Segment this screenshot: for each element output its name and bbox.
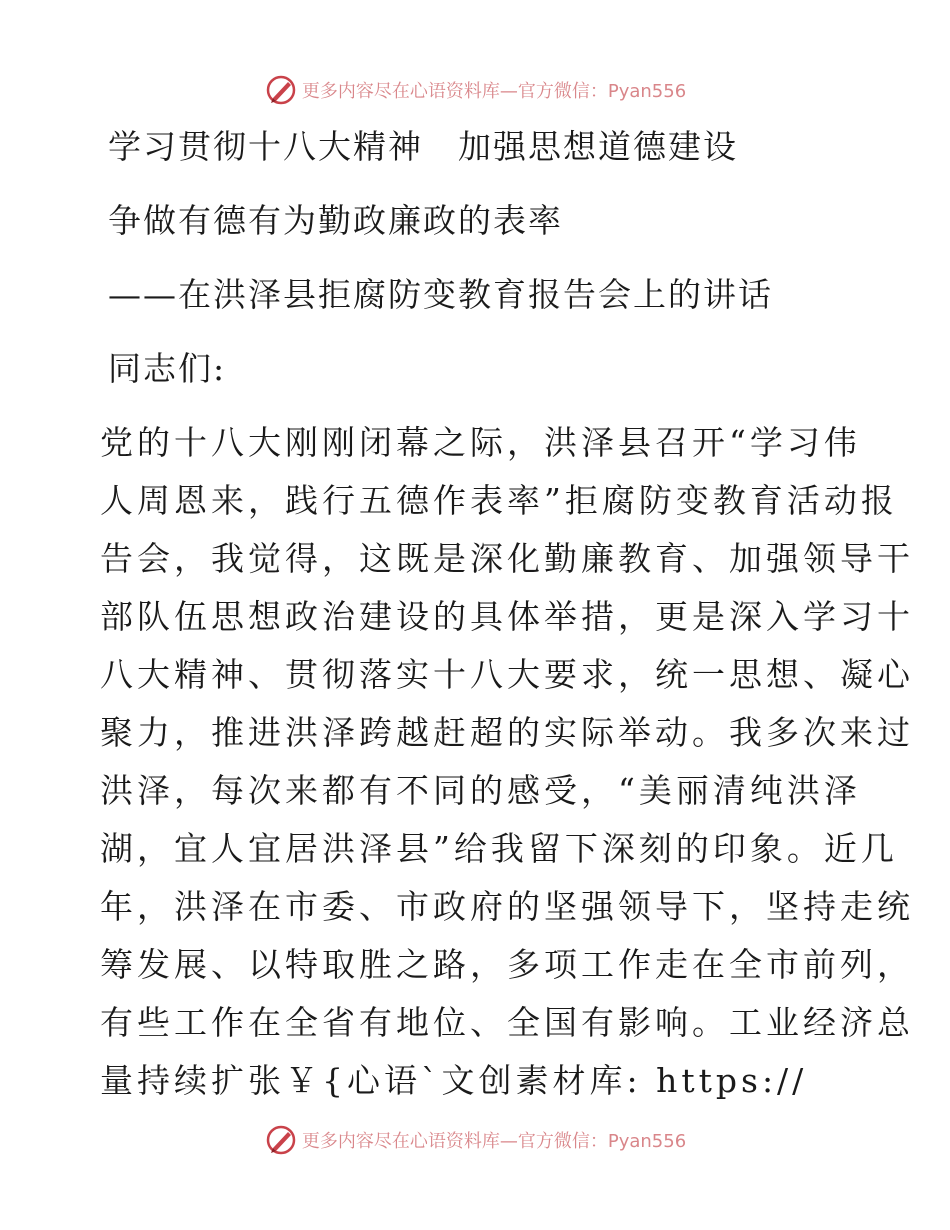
body-line: 洪泽，每次来都有不同的感受，“美丽清纯洪泽: [100, 771, 861, 810]
body-line: 有些工作在全省有地位、全国有影响。工业经济总: [100, 1003, 914, 1042]
document-title-line-1: 学习贯彻十八大精神 加强思想道德建设: [108, 127, 738, 166]
salutation: 同志们:: [108, 349, 227, 388]
body-line: 湖，宜人宜居洪泽县”给我留下深刻的印象。近几: [100, 829, 898, 868]
pen-logo-icon: [264, 1123, 298, 1157]
header-watermark: [0, 70, 950, 110]
body-line: 量持续扩张￥{心语`文创素材库: https://: [100, 1061, 808, 1100]
body-line: 告会，我觉得，这既是深化勤廉教育、加强领导干: [100, 539, 914, 578]
body-line: 筹发展、以特取胜之路，多项工作走在全市前列，: [100, 945, 914, 984]
watermark-text: 更多内容尽在心语资料库—官方微信：Pyan556: [301, 1131, 687, 1152]
document-subtitle: ——在洪泽县拒腐防变教育报告会上的讲话: [108, 275, 773, 314]
watermark-text: 更多内容尽在心语资料库—官方微信：Pyan556: [301, 81, 687, 102]
document-title-line-2: 争做有德有为勤政廉政的表率: [108, 201, 563, 240]
body-line: 年，洪泽在市委、市政府的坚强领导下，坚持走统: [100, 887, 914, 926]
body-line: 聚力，推进洪泽跨越赶超的实际举动。我多次来过: [100, 713, 914, 752]
body-line: 党的十八大刚刚闭幕之际，洪泽县召开“学习伟: [100, 423, 861, 462]
footer-watermark: [0, 1120, 950, 1160]
body-line: 八大精神、贯彻落实十八大要求，统一思想、凝心: [100, 655, 914, 694]
body-line: 部队伍思想政治建设的具体举措，更是深入学习十: [100, 597, 914, 636]
body-line: 人周恩来，践行五德作表率”拒腐防变教育活动报: [100, 481, 898, 520]
pen-logo-icon: [264, 73, 298, 107]
